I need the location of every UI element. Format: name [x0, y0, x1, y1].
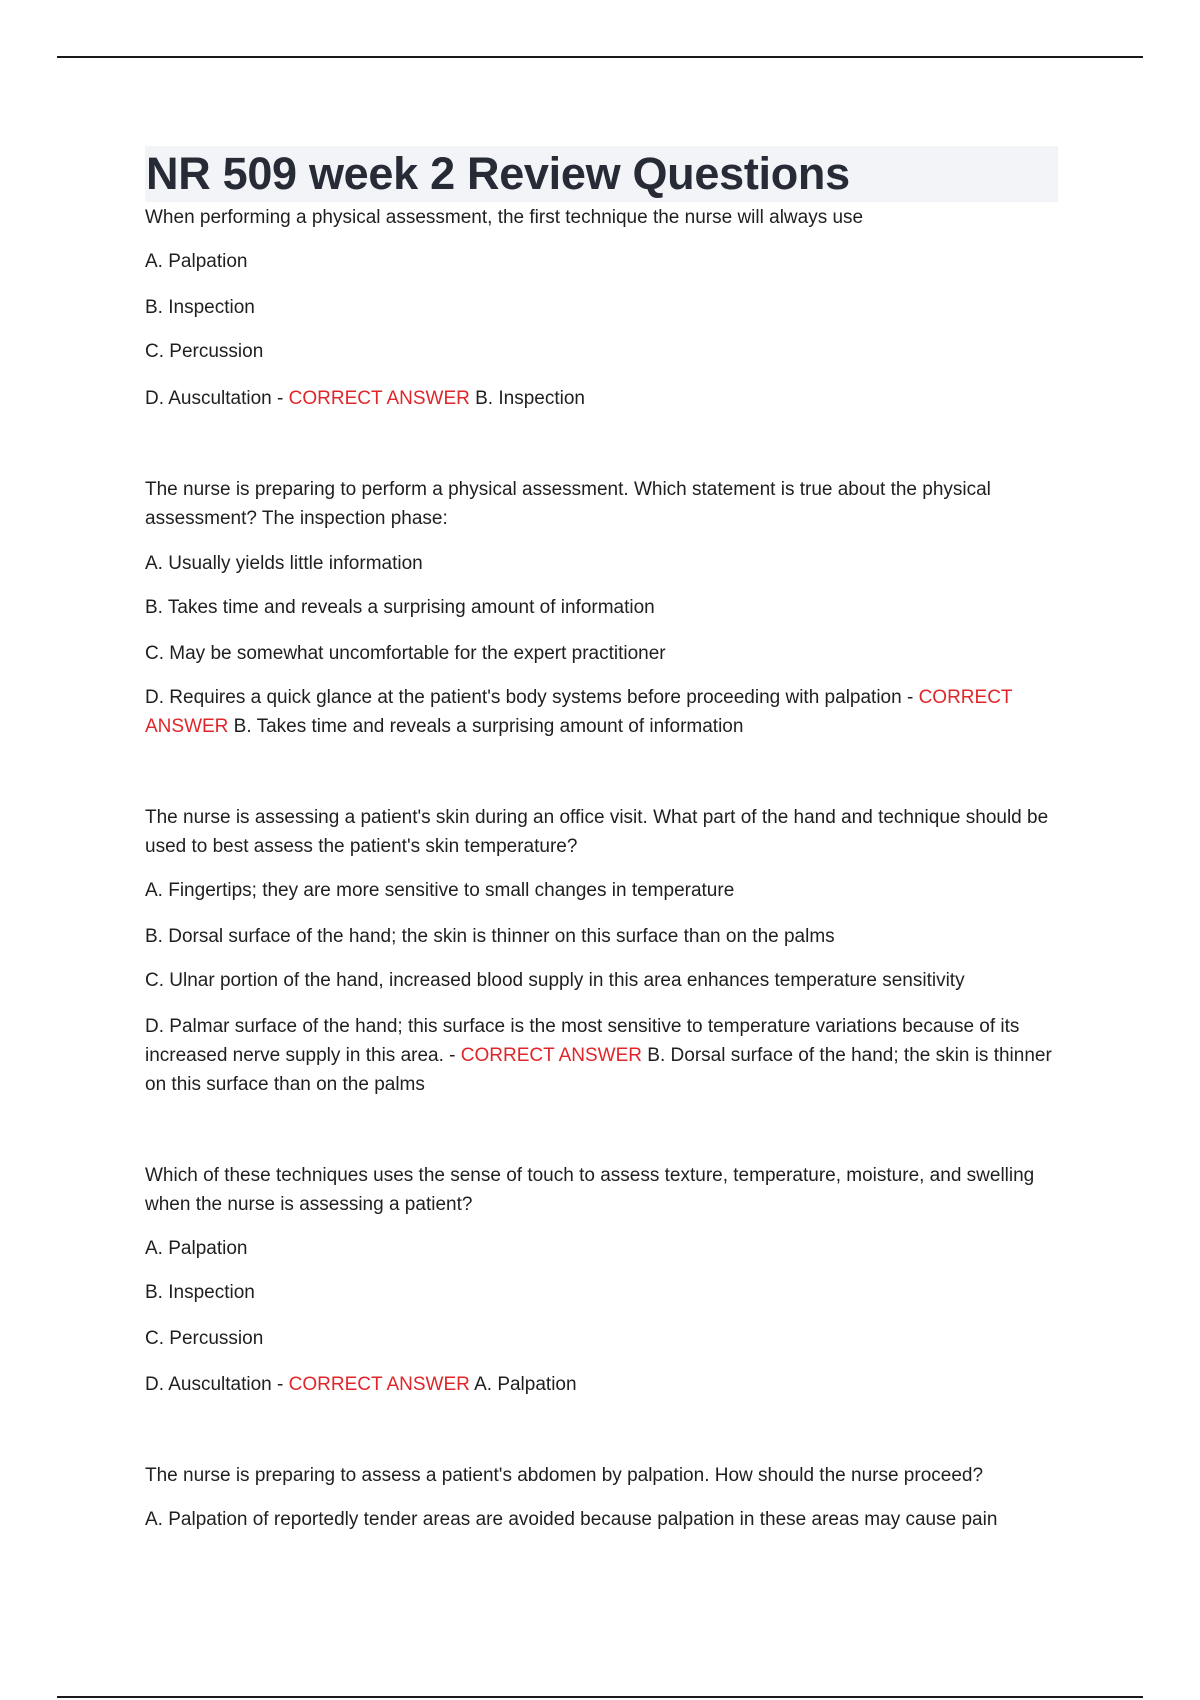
option-d: D. Auscultation - [145, 1374, 289, 1395]
question-block-5 [145, 1461, 1058, 1534]
option-a: A. Usually yields little information [145, 553, 423, 574]
header-rule [57, 56, 1143, 58]
answer-text: A. Palpation [469, 1374, 577, 1395]
question-text: The nurse is preparing to assess a patient's abdomen by palpation. How should the nurse proceed? [145, 1465, 984, 1486]
option-d-with-answer [145, 683, 1058, 741]
question-text: When performing a physical assessment, the first technique the nurse will always use [145, 207, 864, 228]
question-text: The nurse is assessing a patient's skin during an office visit. What part of the hand and technique should be used to best assess the patient's skin temperature? [145, 807, 1049, 857]
footer-rule [57, 1696, 1143, 1698]
correct-answer-label: CORRECT ANSWER [145, 687, 1013, 737]
option-c: C. Ulnar portion of the hand, increased blood supply in this area enhances temperature sensitivity [145, 970, 965, 991]
question-block-4 [145, 1161, 1058, 1399]
option-d-with-answer [145, 1012, 1058, 1099]
option-d-with-answer [145, 1370, 1058, 1399]
correct-answer-label: CORRECT ANSWER [288, 1374, 470, 1395]
answer-text: B. Dorsal surface of the hand; the skin is thinner on this surface than on the palms [145, 1045, 1052, 1095]
question-block-1 [145, 203, 1058, 413]
question-text: Which of these techniques uses the sense of touch to assess texture, temperature, moisture, and swelling when the nurse is assessing a patient? [145, 1165, 1035, 1215]
page-title: NR 509 week 2 Review Questions [146, 148, 850, 199]
option-c: C. Percussion [145, 341, 264, 362]
correct-answer-label: CORRECT ANSWER [460, 1045, 643, 1066]
option-c: C. May be somewhat uncomfortable for the expert practitioner [145, 643, 666, 664]
option-d: D. Auscultation - [145, 388, 289, 409]
answer-text: B. Inspection [469, 388, 585, 409]
document-body [145, 146, 1058, 1534]
option-a: A. Palpation [145, 1238, 248, 1259]
answer-text: B. Takes time and reveals a surprising amount of information [228, 716, 744, 737]
option-d-with-answer [145, 384, 1058, 413]
option-d: D. Requires a quick glance at the patient's body systems before proceeding with palpation - [145, 687, 919, 708]
question-block-2 [145, 475, 1058, 741]
question-text: The nurse is preparing to perform a physical assessment. Which statement is true about the physical assessment? The inspection phase: [145, 479, 991, 529]
title-banner [145, 146, 1058, 202]
option-b: B. Inspection [145, 297, 255, 318]
option-a: A. Palpation of reportedly tender areas are avoided because palpation in these areas may cause pain [145, 1509, 998, 1530]
option-c: C. Percussion [145, 1328, 264, 1349]
option-b: B. Takes time and reveals a surprising amount of information [145, 597, 655, 618]
question-block-3 [145, 803, 1058, 1099]
correct-answer-label: CORRECT ANSWER [288, 388, 470, 409]
option-a: A. Fingertips; they are more sensitive to small changes in temperature [145, 880, 735, 901]
option-b: B. Inspection [145, 1282, 255, 1303]
option-a: A. Palpation [145, 251, 248, 272]
option-b: B. Dorsal surface of the hand; the skin is thinner on this surface than on the palms [145, 926, 835, 947]
option-d: D. Palmar surface of the hand; this surface is the most sensitive to temperature variations because of its increased nerve supply in this area. - [145, 1016, 1020, 1066]
